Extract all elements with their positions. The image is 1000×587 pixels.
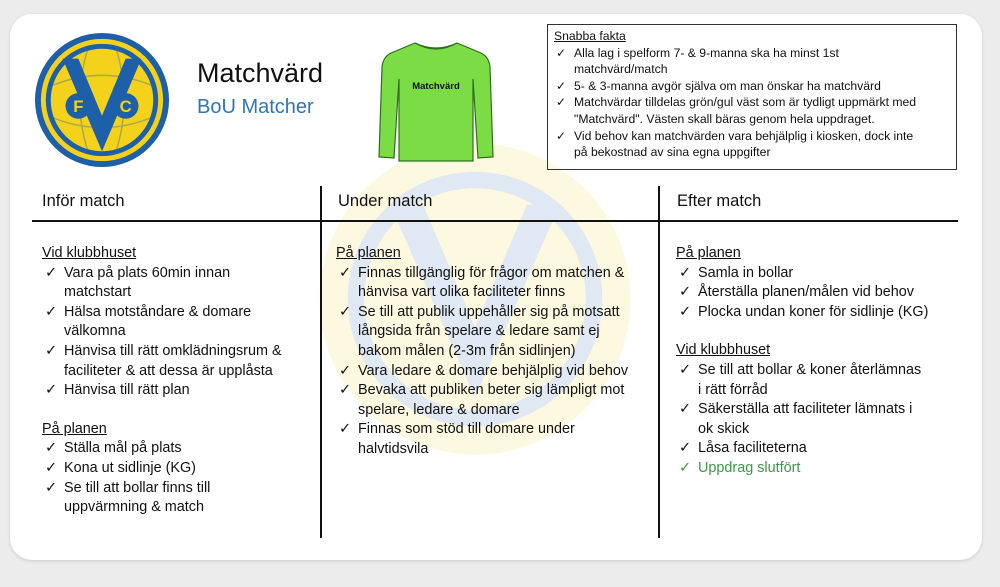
section-title: På planen <box>676 245 741 261</box>
checklist-item-text: Se till att bollar finns till <box>64 479 211 496</box>
checklist-item-text: hänvisa vart olika faciliteter finns <box>358 284 566 301</box>
column-heading-before: Inför match <box>42 192 125 210</box>
club-crest-icon <box>33 31 171 169</box>
shirt-icon <box>377 37 495 165</box>
checklist-item-text: Vid behov kan matchvärden vara behjälplig i kiosken, dock inte <box>574 128 914 143</box>
checklist-item-text: Bevaka att publiken beter sig lämpligt mot <box>358 382 625 399</box>
checklist-item-text: faciliteter & att dessa är upplåsta <box>64 362 273 379</box>
check-icon: ✓ <box>45 440 58 457</box>
checklist-item <box>676 283 966 303</box>
checklist-item <box>42 479 312 518</box>
page-subtitle: BoU Matcher <box>197 96 314 118</box>
checklist-item-text: Återställa planen/målen vid behov <box>698 284 914 301</box>
checklist-item <box>676 303 966 323</box>
checklist-item-text: Matchvärdar tilldelas grön/gul väst som är tydligt uppmärkt med <box>574 95 917 110</box>
checklist-item <box>336 264 654 303</box>
checklist-item-text: Se till att publik uppehåller sig på motsatt <box>358 303 620 320</box>
checklist-item-text: matchstart <box>64 284 132 301</box>
check-icon: ✓ <box>339 382 352 399</box>
checklist-item <box>42 459 312 479</box>
checklist-item <box>336 420 654 459</box>
info-card <box>10 14 982 560</box>
page-title: Matchvärd <box>197 58 324 88</box>
check-icon: ✓ <box>45 303 58 320</box>
check-icon: ✓ <box>556 78 567 93</box>
check-icon: ✓ <box>556 45 567 60</box>
check-icon: ✓ <box>556 128 567 143</box>
check-icon: ✓ <box>339 264 352 281</box>
logo-letter-f: F <box>73 96 84 116</box>
checklist-item-text: Samla in bollar <box>698 264 794 281</box>
section-title: Vid klubbhuset <box>42 245 137 261</box>
checklist-item-text: Låsa faciliteterna <box>698 440 807 457</box>
check-icon: ✓ <box>45 479 58 496</box>
quick-facts-box <box>547 24 957 170</box>
checklist-item <box>676 400 966 439</box>
final-list <box>676 459 966 479</box>
checklist-item-text: välkomna <box>64 323 126 340</box>
check-icon: ✓ <box>45 382 58 399</box>
checklist-item-text: ok skick <box>698 420 750 437</box>
shirt-label: Matchvärd <box>412 81 460 92</box>
checklist-item-text: Vara på plats 60min innan <box>64 264 231 281</box>
checklist-item-text: Plocka undan koner för sidlinje (KG) <box>698 303 929 320</box>
section-title: På planen <box>42 420 107 437</box>
check-icon: ✓ <box>679 284 692 301</box>
checklist-item-text: Hänvisa till rätt plan <box>64 382 190 399</box>
checklist-item <box>42 439 312 459</box>
checklist-item-text: Finnas tillgänglig för frågor om matchen & <box>358 264 625 281</box>
checklist-item <box>554 128 950 161</box>
checklist-item-text: på bekostnad av sina egna uppgifter <box>574 145 771 160</box>
header-divider <box>32 220 958 222</box>
checklist-item-text: i rätt förråd <box>698 381 768 398</box>
checklist-item <box>42 303 312 342</box>
checklist-item-text: "Matchvärd". Västen skall bäras genom hela uppdraget. <box>574 111 875 126</box>
check-icon: ✓ <box>45 264 58 281</box>
checklist-item <box>676 459 966 479</box>
checklist-item-text: spelare, ledare & domare <box>358 401 520 418</box>
section-list <box>336 264 654 460</box>
checklist-item-text: Vara ledare & domare behjälplig vid behov <box>358 362 629 379</box>
checklist-item <box>554 94 950 127</box>
checklist-item-text: halvtidsvila <box>358 440 429 457</box>
checklist-item <box>42 342 312 381</box>
checklist-item <box>42 381 312 401</box>
check-icon: ✓ <box>679 303 692 320</box>
checklist-item <box>336 303 654 362</box>
checklist-item-text: 5- & 3-manna avgör själva om man önskar ha matchvärd <box>574 78 881 93</box>
checklist-item-text: långsida från spelare & ledare samt ej <box>358 323 600 340</box>
checklist-item <box>676 439 966 459</box>
check-icon: ✓ <box>45 342 58 359</box>
quick-facts-list <box>554 45 950 161</box>
column-before-match <box>42 244 312 518</box>
logo-letter-c: C <box>119 96 132 116</box>
checklist-item-text: Hälsa motståndare & domare <box>64 303 252 320</box>
check-icon: ✓ <box>339 303 352 320</box>
column-during-match <box>336 244 654 460</box>
section-list <box>42 264 312 401</box>
check-icon: ✓ <box>679 401 692 418</box>
section-gap <box>42 401 312 420</box>
section-list <box>676 264 966 323</box>
checklist-item-text: Kona ut sidlinje (KG) <box>64 459 196 476</box>
section-title: Vid klubbhuset <box>676 342 771 359</box>
column-heading-after: Efter match <box>677 192 762 210</box>
column-heading-during: Under match <box>338 192 433 210</box>
checklist-item <box>676 264 966 284</box>
section-title: På planen <box>336 245 401 261</box>
column-divider-right <box>658 186 660 538</box>
check-icon: ✓ <box>556 95 567 110</box>
checklist-item-text: Se till att bollar & koner återlämnas <box>698 361 922 378</box>
section-gap <box>676 322 966 341</box>
checklist-item <box>676 361 966 400</box>
checklist-item-text: uppvärmning & match <box>64 499 204 516</box>
check-icon: ✓ <box>339 421 352 438</box>
check-icon: ✓ <box>679 264 692 281</box>
checklist-item <box>42 264 312 303</box>
checklist-item <box>336 381 654 420</box>
checklist-item <box>554 78 950 95</box>
checklist-item-text: matchvärd/match <box>574 62 668 77</box>
checklist-item <box>336 362 654 382</box>
check-icon: ✓ <box>339 362 352 379</box>
section-list <box>42 439 312 517</box>
checklist-item-text: Alla lag i spelform 7- & 9-manna ska ha minst 1st <box>574 45 839 60</box>
checklist-item-text: Uppdrag slutfört <box>698 459 801 476</box>
check-icon: ✓ <box>45 459 58 476</box>
checklist-item-text: Hänvisa till rätt omklädningsrum & <box>64 342 282 359</box>
checklist-item-text: Finnas som stöd till domare under <box>358 421 575 438</box>
checklist-item-text: bakom målen (2-3m från sidlinjen) <box>358 342 576 359</box>
logo-letter-v: V <box>96 77 108 97</box>
checklist-item-text: Säkerställa att faciliteter lämnats i <box>698 401 913 418</box>
section-list <box>676 361 966 459</box>
column-after-match <box>676 244 966 479</box>
column-divider-left <box>320 186 322 538</box>
check-icon: ✓ <box>679 459 692 476</box>
checklist-item-text: Ställa mål på plats <box>64 440 182 457</box>
check-icon: ✓ <box>679 361 692 378</box>
quick-facts-title: Snabba fakta <box>554 29 626 43</box>
check-icon: ✓ <box>679 440 692 457</box>
checklist-item <box>554 45 950 78</box>
